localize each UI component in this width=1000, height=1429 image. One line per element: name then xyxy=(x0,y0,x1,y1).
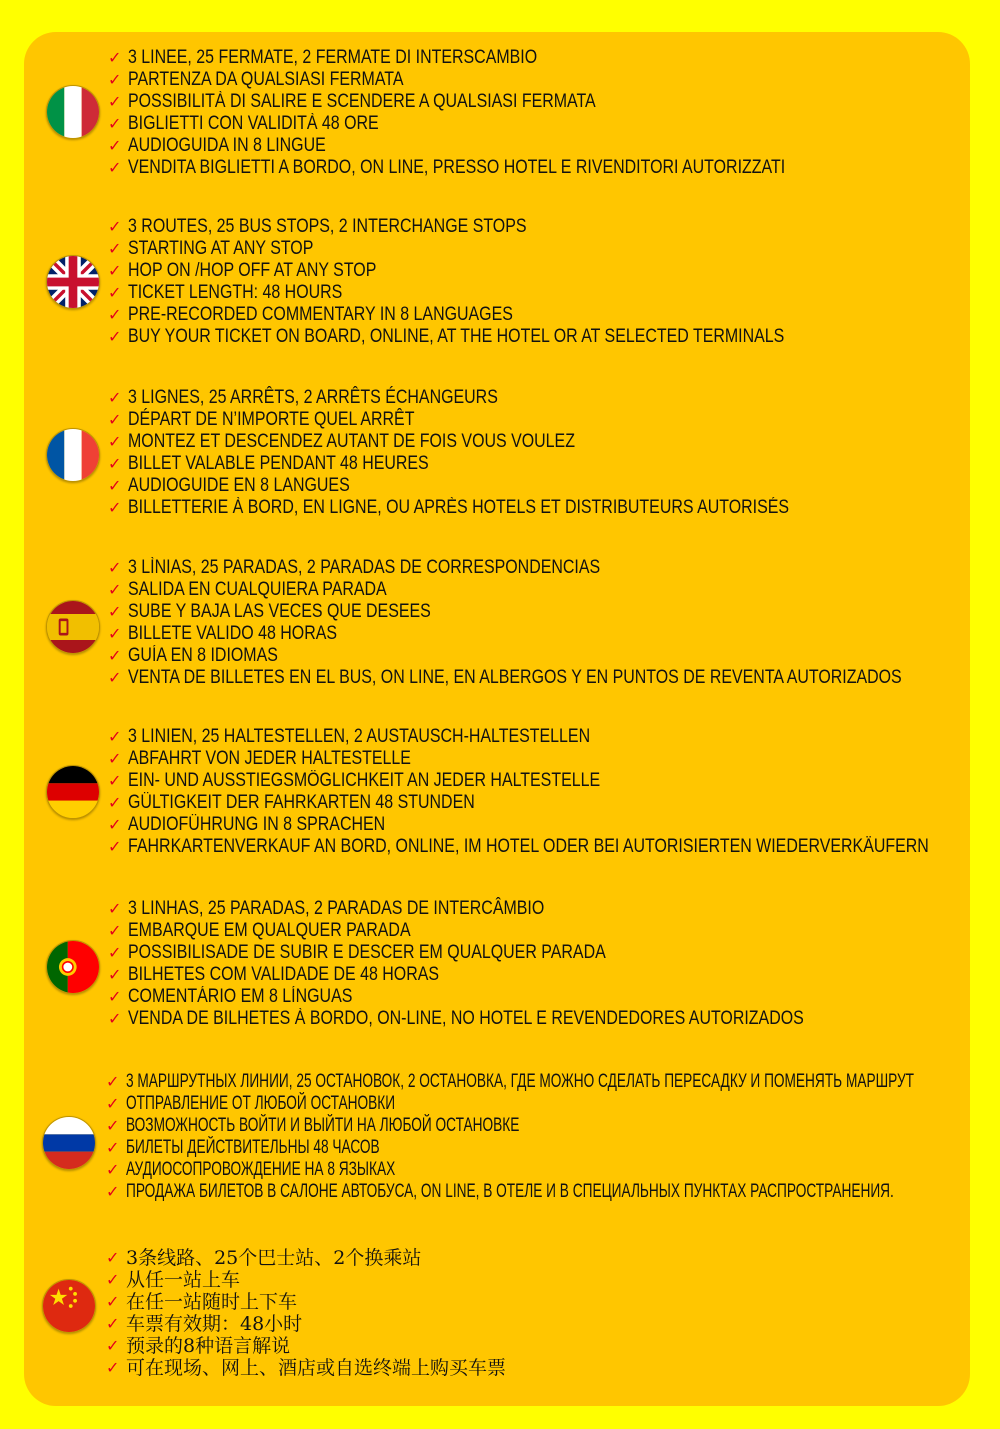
info-panel xyxy=(24,32,970,1406)
list-item: ✓ 3 МАРШРУТНЫХ ЛИНИИ, 25 ОСТАНОВОК, 2 ОСТАНОВКА, ГДЕ МОЖНО СДЕЛАТЬ ПЕРЕСАДКУ И ПОМЕНЯТЬ МАРШРУТ xyxy=(106,1071,915,1092)
list-item: ✓ БИЛЕТЫ ДЕЙСТВИТЕЛЬНЫ 48 ЧАСОВ xyxy=(106,1137,380,1158)
check-icon: ✓ xyxy=(108,987,122,1006)
check-icon: ✓ xyxy=(108,410,122,429)
list-item: ✓ COMENTÁRIO EM 8 LÍNGUAS xyxy=(108,986,353,1007)
list-item: ✓ GUÍA EN 8 IDIOMAS xyxy=(108,645,278,666)
portugal-flag-icon xyxy=(46,940,100,994)
china-flag-icon xyxy=(42,1279,96,1333)
list-item: ✓ STARTING AT ANY STOP xyxy=(108,238,314,259)
check-icon: ✓ xyxy=(108,921,122,940)
list-item: ✓ BIGLIETTI CON VALIDITÀ 48 ORE xyxy=(108,113,379,134)
feature-list-italian xyxy=(108,47,910,179)
list-item: ✓ HOP ON /HOP OFF AT ANY STOP xyxy=(108,260,377,281)
check-icon: ✓ xyxy=(108,749,122,768)
check-icon: ✓ xyxy=(108,558,122,577)
list-item: ✓ 在任一站随时上下车 xyxy=(106,1291,298,1313)
list-item: ✓ 可在现场、网上、酒店或自选终端上购买车票 xyxy=(106,1357,507,1379)
list-item: ✓ TICKET LENGTH: 48 HOURS xyxy=(108,282,343,303)
check-icon: ✓ xyxy=(108,239,122,258)
check-icon: ✓ xyxy=(108,646,122,665)
list-item: ✓ 3 LINIEN, 25 HALTESTELLEN, 2 AUSTAUSCH-HALTESTELLEN xyxy=(108,726,591,747)
list-item: ✓ AUDIOGUIDE EN 8 LANGUES xyxy=(108,475,350,496)
check-icon: ✓ xyxy=(106,1182,120,1201)
list-item: ✓ 3 LÌNIAS, 25 PARADAS, 2 PARADAS DE CORRESPONDENCIAS xyxy=(108,557,601,578)
check-icon: ✓ xyxy=(108,771,122,790)
check-icon: ✓ xyxy=(108,217,122,236)
list-item: ✓ VENDA DE BILHETES À BORDO, ON-LINE, NO HOTEL E REVENDEDORES AUTORIZADOS xyxy=(108,1008,804,1029)
feature-list-russian xyxy=(106,1071,1000,1203)
list-item: ✓ 3 ROUTES, 25 BUS STOPS, 2 INTERCHANGE STOPS xyxy=(108,216,527,237)
check-icon: ✓ xyxy=(106,1270,120,1289)
check-icon: ✓ xyxy=(106,1138,120,1157)
list-item: ✓ FAHRKARTENVERKAUF AN BORD, ONLINE, IM HOTEL ODER BEI AUTORISIERTEN WIEDERVERKÄUFERN xyxy=(108,836,929,857)
check-icon: ✓ xyxy=(106,1336,120,1355)
list-item: ✓ ПРОДАЖА БИЛЕТОВ В САЛОНЕ АВТОБУСА, ON LINE, В ОТЕЛЕ И В СПЕЦИАЛЬНЫХ ПУНКТАХ РАСПРОСТРАНЕНИЯ. xyxy=(106,1181,894,1202)
list-item: ✓ BUY YOUR TICKET ON BOARD, ONLINE, AT THE HOTEL OR AT SELECTED TERMINALS xyxy=(108,326,785,347)
list-item: ✓ АУДИОСОПРОВОЖДЕНИЕ НА 8 ЯЗЫКАХ xyxy=(106,1159,396,1180)
check-icon: ✓ xyxy=(108,624,122,643)
check-icon: ✓ xyxy=(108,899,122,918)
feature-list-spanish xyxy=(108,557,1000,689)
list-item: ✓ 3 LINHAS, 25 PARADAS, 2 PARADAS DE INTERCÂMBIO xyxy=(108,898,545,919)
check-icon: ✓ xyxy=(108,388,122,407)
check-icon: ✓ xyxy=(108,815,122,834)
check-icon: ✓ xyxy=(108,602,122,621)
list-item: ✓ 3 LIGNES, 25 ARRÊTS, 2 ARRÊTS ÉCHANGEURS xyxy=(108,387,498,408)
uk-flag-icon xyxy=(46,255,100,309)
check-icon: ✓ xyxy=(108,668,122,687)
list-item: ✓ DÉPART DE N’IMPORTE QUEL ARRÊT xyxy=(108,409,415,430)
check-icon: ✓ xyxy=(108,1009,122,1028)
check-icon: ✓ xyxy=(108,793,122,812)
check-icon: ✓ xyxy=(108,965,122,984)
france-flag-icon xyxy=(46,428,100,482)
check-icon: ✓ xyxy=(106,1094,120,1113)
list-item: ✓ ВОЗМОЖНОСТЬ ВОЙТИ И ВЫЙТИ НА ЛЮБОЙ ОСТАНОВКЕ xyxy=(106,1115,520,1136)
russia-flag-icon xyxy=(42,1116,96,1170)
check-icon: ✓ xyxy=(106,1358,120,1377)
list-item: ✓ POSSIBILISADE DE SUBIR E DESCER EM QUALQUER PARADA xyxy=(108,942,606,963)
list-item: ✓ VENTA DE BILLETES EN EL BUS, ON LINE, EN ALBERGOS Y EN PUNTOS DE REVENTA AUTORIZADOS xyxy=(108,667,902,688)
check-icon: ✓ xyxy=(108,48,122,67)
check-icon: ✓ xyxy=(108,837,122,856)
check-icon: ✓ xyxy=(106,1116,120,1135)
list-item: ✓ AUDIOFÜHRUNG IN 8 SPRACHEN xyxy=(108,814,386,835)
check-icon: ✓ xyxy=(108,261,122,280)
spain-flag-icon xyxy=(46,600,100,654)
feature-list-french xyxy=(108,387,915,519)
check-icon: ✓ xyxy=(108,943,122,962)
list-item: ✓ VENDITA BIGLIETTI A BORDO, ON LINE, PRESSO HOTEL E RIVENDITORI AUTORIZZATI xyxy=(108,157,786,178)
check-icon: ✓ xyxy=(108,283,122,302)
list-item: ✓ EMBARQUE EM QUALQUER PARADA xyxy=(108,920,411,941)
check-icon: ✓ xyxy=(108,70,122,89)
list-item: ✓ BILLETTERIE À BORD, EN LIGNE, OU APRÈS HOTELS ET DISTRIBUTEURS AUTORISÉS xyxy=(108,497,790,518)
list-item: ✓ MONTEZ ET DESCENDEZ AUTANT DE FOIS VOUS VOULEZ xyxy=(108,431,575,452)
check-icon: ✓ xyxy=(106,1292,120,1311)
check-icon: ✓ xyxy=(108,498,122,517)
list-item: ✓ BILLETE VALIDO 48 HORAS xyxy=(108,623,338,644)
check-icon: ✓ xyxy=(106,1072,120,1091)
list-item: ✓ SALIDA EN CUALQUIERA PARADA xyxy=(108,579,387,600)
feature-list-english xyxy=(108,216,909,348)
check-icon: ✓ xyxy=(108,727,122,746)
check-icon: ✓ xyxy=(108,136,122,155)
list-item: ✓ POSSIBILITÀ DI SALIRE E SCENDERE A QUALSIASI FERMATA xyxy=(108,91,596,112)
germany-flag-icon xyxy=(46,765,100,819)
check-icon: ✓ xyxy=(106,1314,120,1333)
feature-list-german xyxy=(108,726,1000,858)
list-item: ✓ 3 LINEE, 25 FERMATE, 2 FERMATE DI INTERSCAMBIO xyxy=(108,47,538,68)
list-item: ✓ PRE-RECORDED COMMENTARY IN 8 LANGUAGES xyxy=(108,304,513,325)
check-icon: ✓ xyxy=(108,580,122,599)
list-item: ✓ SUBE Y BAJA LAS VECES QUE DESEES xyxy=(108,601,431,622)
list-item: ✓ BILHETES COM VALIDADE DE 48 HORAS xyxy=(108,964,440,985)
check-icon: ✓ xyxy=(108,327,122,346)
feature-list-portuguese xyxy=(108,898,933,1030)
check-icon: ✓ xyxy=(108,305,122,324)
check-icon: ✓ xyxy=(106,1248,120,1267)
list-item: ✓ AUDIOGUIDA IN 8 LINGUE xyxy=(108,135,326,156)
check-icon: ✓ xyxy=(108,454,122,473)
check-icon: ✓ xyxy=(108,158,122,177)
check-icon: ✓ xyxy=(108,114,122,133)
list-item: ✓ ABFAHRT VON JEDER HALTESTELLE xyxy=(108,748,411,769)
feature-list-chinese xyxy=(106,1247,506,1379)
list-item: ✓ 车票有效期：48小时 xyxy=(106,1313,303,1335)
list-item: ✓ 预录的8种语言解说 xyxy=(106,1335,291,1357)
check-icon: ✓ xyxy=(108,476,122,495)
list-item: ✓ GÜLTIGKEIT DER FAHRKARTEN 48 STUNDEN xyxy=(108,792,475,813)
italy-flag-icon xyxy=(46,85,100,139)
list-item: ✓ 从任一站上车 xyxy=(106,1269,241,1291)
list-item: ✓ ОТПРАВЛЕНИЕ ОТ ЛЮБОЙ ОСТАНОВКИ xyxy=(106,1093,396,1114)
list-item: ✓ PARTENZA DA QUALSIASI FERMATA xyxy=(108,69,404,90)
check-icon: ✓ xyxy=(108,432,122,451)
check-icon: ✓ xyxy=(106,1160,120,1179)
check-icon: ✓ xyxy=(108,92,122,111)
list-item: ✓ 3条线路、25个巴士站、2个换乘站 xyxy=(106,1247,422,1269)
list-item: ✓ EIN- UND AUSSTIEGSMÖGLICHKEIT AN JEDER HALTESTELLE xyxy=(108,770,601,791)
list-item: ✓ BILLET VALABLE PENDANT 48 HEURES xyxy=(108,453,429,474)
